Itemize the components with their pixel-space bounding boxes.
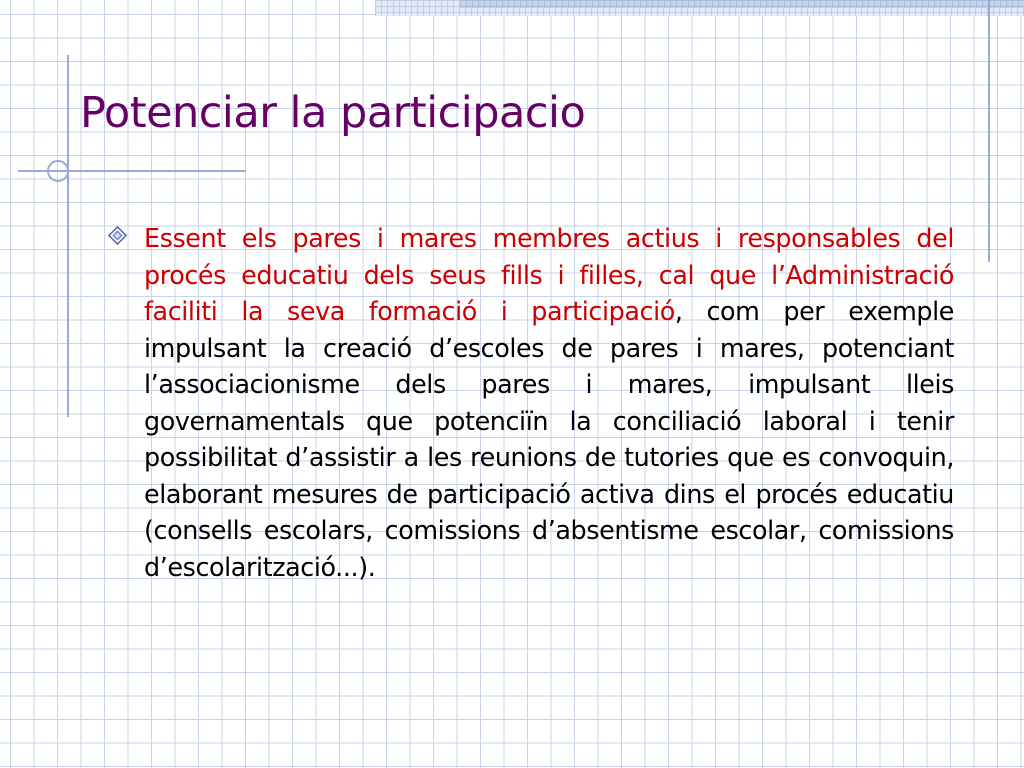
bullet-text-emphasis: Essent els pares i mares membres actius i responsables del procés educatiu dels seus fills i filles, cal que l’Administració faciliti la seva formació i participació <box>144 223 954 326</box>
corner-circle-ornament <box>47 160 69 182</box>
header-decoration-dark <box>460 0 1024 8</box>
slide-title: Potenciar la participacio <box>80 88 586 138</box>
left-vertical-rule <box>67 55 69 417</box>
bullet-text <box>144 220 954 585</box>
right-vertical-rule <box>988 0 990 262</box>
bullet-text-rest: , com per exemple impulsant la creació d’escoles de pares i mares, potenciant l’associacionisme dels pares i mares, impulsant lleis governamentals que potenciïn la conciliació laboral i tenir possibilitat d’assistir a les reunions de tutories que es convoquin, elaborant mesures de participació activa dins el procés educatiu (consells escolars, comissions d’absentisme escolar, comissions d’escolarització...). <box>144 296 954 582</box>
diamond-bullet-icon <box>108 226 127 245</box>
